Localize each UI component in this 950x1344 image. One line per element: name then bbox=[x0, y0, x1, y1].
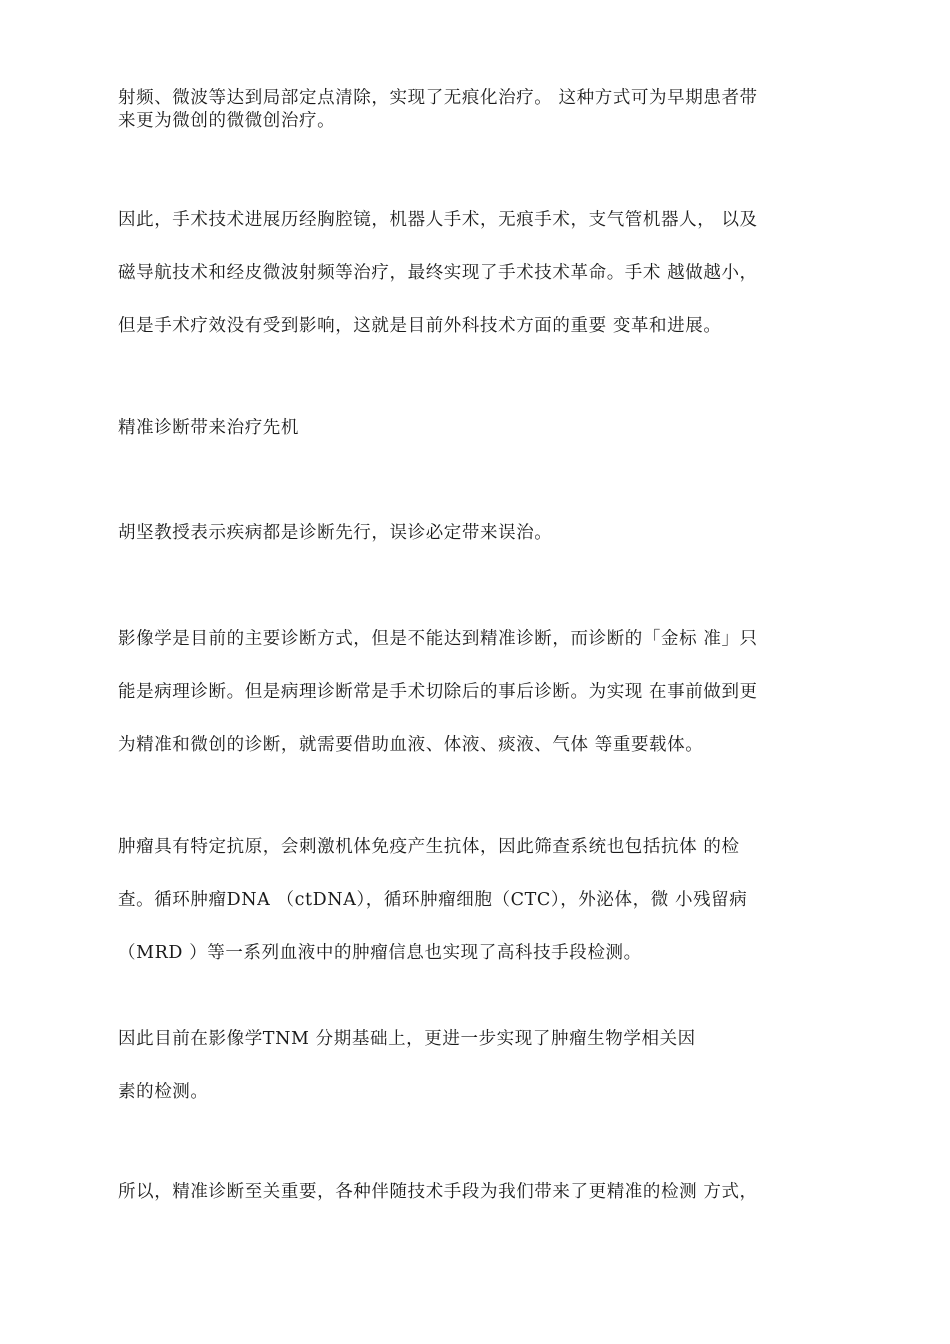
paragraph-line: 射频、微波等达到局部定点清除，实现了无痕化治疗。 这种方式可为早期患者带 bbox=[118, 88, 758, 108]
paragraph-line: 能是病理诊断。但是病理诊断常是手术切除后的事后诊断。为实现 在事前做到更 bbox=[118, 682, 758, 702]
paragraph-line: 影像学是目前的主要诊断方式，但是不能达到精准诊断，而诊断的「金标 准」只 bbox=[118, 629, 758, 649]
paragraph-line: 因此，手术技术进展历经胸腔镜，机器人手术，无痕手术，支气管机器人， 以及 bbox=[118, 210, 758, 230]
paragraph-line: 查。循环肿瘤DNA （ctDNA），循环肿瘤细胞（CTC），外泌体，微 小残留病 bbox=[118, 890, 748, 910]
paragraph-line: 胡坚教授表示疾病都是诊断先行，误诊必定带来误治。 bbox=[118, 523, 553, 543]
paragraph-line: 来更为微创的微微创治疗。 bbox=[118, 111, 336, 131]
paragraph-line: 因此目前在影像学TNM 分期基础上，更进一步实现了肿瘤生物学相关因 bbox=[118, 1029, 696, 1049]
paragraph-line: 素的检测。 bbox=[118, 1082, 209, 1102]
paragraph-line: 肿瘤具有特定抗原，会刺激机体免疫产生抗体，因此筛查系统也包括抗体 的检 bbox=[118, 837, 740, 857]
paragraph-line: （MRD ）等一系列血液中的肿瘤信息也实现了高科技手段检测。 bbox=[118, 943, 642, 963]
paragraph-line: 磁导航技术和经皮微波射频等治疗，最终实现了手术技术革命。手术 越做越小， bbox=[118, 263, 758, 283]
paragraph-line: 所以，精准诊断至关重要，各种伴随技术手段为我们带来了更精准的检测 方式， bbox=[118, 1182, 758, 1202]
paragraph-line: 为精准和微创的诊断，就需要借助血液、体液、痰液、气体 等重要载体。 bbox=[118, 735, 704, 755]
paragraph-line: 但是手术疗效没有受到影响，这就是目前外科技术方面的重要 变革和进展。 bbox=[118, 316, 722, 336]
section-heading: 精准诊断带来治疗先机 bbox=[118, 418, 299, 438]
